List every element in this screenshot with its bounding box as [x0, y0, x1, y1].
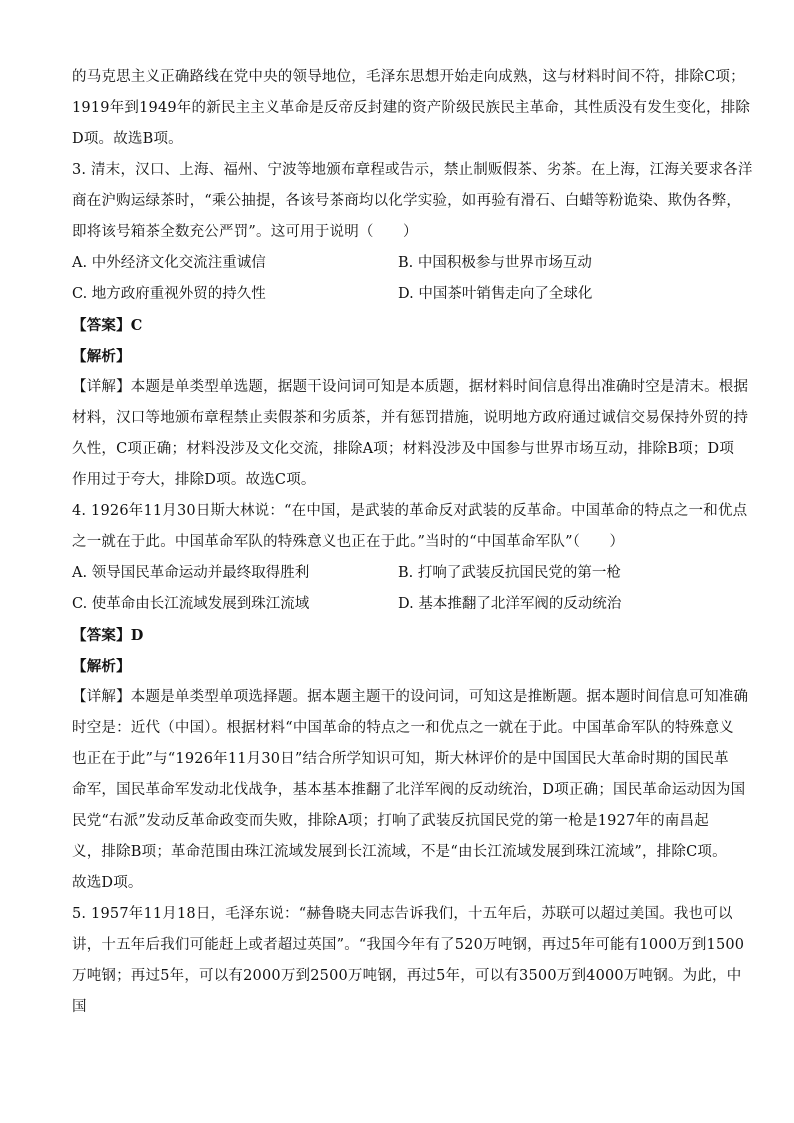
answer-label: 【答案】C	[72, 317, 143, 334]
detail-line: 义，排除B项；革命范围由珠江流域发展到长江流域，不是“由长江流域发展到珠江流域”，排除C项。	[72, 844, 727, 860]
question-4	[72, 496, 749, 899]
option-d: D. 基本推翻了北洋军阀的反动统治	[398, 596, 622, 612]
option-a: A. 中外经济文化交流注重诚信	[72, 255, 266, 271]
question-stem-line: 5. 1957年11月18日，毛泽东说：“赫鲁晓夫同志告诉我们，十五年后，苏联可以超过美国。我也可以	[72, 906, 733, 922]
option-b: B. 打响了武装反抗国民党的第一枪	[398, 565, 621, 581]
question-5	[72, 899, 745, 1023]
option-d: D. 中国茶叶销售走向了全球化	[398, 286, 593, 302]
previous-analysis	[72, 62, 751, 155]
question-stem-line: 4. 1926年11月30日斯大林说：“在中国，是武装的革命反对武装的反革命。中国革命的特点之一和优点	[72, 503, 748, 519]
detail-line: 故选D项。	[72, 875, 143, 891]
text-line: D项。故选B项。	[72, 131, 183, 147]
options-row	[72, 589, 724, 620]
detail-line: 【详解】本题是单类型单选题，据题干设问词可知是本质题，据材料时间信息得出准确时空是清末。根据	[72, 379, 749, 395]
question-stem-line: 讲，十五年后我们可能赶上或者超过英国”。“我国今年有了520万吨钢，再过5年可能有1000万到1500	[72, 937, 745, 953]
option-c: C. 地方政府重视外贸的持久性	[72, 286, 266, 302]
question-stem-line: 万吨钢；再过5年，可以有2000万到2500万吨钢，再过5年，可以有3500万到4000万吨钢。为此，中	[72, 968, 742, 984]
detail-line: 民党“右派”发动反革命政变而失败，排除A项；打响了武装反抗国民党的第一枪是1927年的南昌起	[72, 813, 709, 829]
option-c: C. 使革命由长江流域发展到珠江流域	[72, 596, 310, 612]
detail-line: 【详解】本题是单类型单项选择题。据本题主题干的设问词，可知这是推断题。据本题时间信息可知准确	[72, 689, 749, 705]
document-page	[72, 62, 753, 1023]
answer-label: 【答案】D	[72, 627, 144, 644]
question-3	[72, 155, 753, 496]
question-stem-line: 之一就在于此。中国革命军队的特殊意义也正在于此。”当时的“中国革命军队”（ ）	[72, 534, 625, 550]
detail-line: 作用过于夸大，排除D项。故选C项。	[72, 472, 316, 488]
text-line: 的马克思主义正确路线在党中央的领导地位，毛泽东思想开始走向成熟，这与材料时间不符，排除C项；	[72, 69, 745, 85]
detail-line: 久性，C项正确；材料没涉及文化交流，排除A项；材料没涉及中国参与世界市场互动，排除B项；D项	[72, 441, 735, 457]
detail-line: 命军，国民革命军发动北伐战争，基本基本推翻了北洋军阀的反动统治，D项正确；国民革命运动因为国	[72, 782, 746, 798]
text-line: 1919年到1949年的新民主主义革命是反帝反封建的资产阶级民族民主革命，其性质没有发生变化，排除	[72, 100, 751, 116]
detail-line: 材料，汉口等地颁布章程禁止卖假茶和劣质茶，并有惩罚措施，说明地方政府通过诚信交易保持外贸的持	[72, 410, 749, 426]
option-b: B. 中国积极参与世界市场互动	[398, 255, 592, 271]
option-a: A. 领导国民革命运动并最终取得胜利	[72, 565, 310, 581]
analysis-label: 【解析】	[72, 658, 131, 675]
question-stem-line: 商在沪购运绿茶时，“乘公抽提，各该号茶商均以化学实验，如再验有滑石、白蜡等粉诡染、欺伪各弊，	[72, 193, 742, 209]
question-stem-line: 国	[72, 999, 87, 1015]
options-row	[72, 558, 724, 589]
question-stem-line: 即将该号箱茶全数充公严罚”。这可用于说明（ ）	[72, 224, 418, 240]
question-stem-line: 3. 清末，汉口、上海、福州、宁波等地颁布章程或告示，禁止制贩假茶、劣茶。在上海，江海关要求各洋	[72, 162, 753, 178]
options-row	[72, 279, 724, 310]
analysis-label: 【解析】	[72, 348, 131, 365]
options-row	[72, 248, 724, 279]
detail-line: 时空是：近代（中国）。根据材料“中国革命的特点之一和优点之一就在于此。中国革命军队的特殊意义	[72, 720, 734, 736]
detail-line: 也正在于此”与“1926年11月30日”结合所学知识可知，斯大林评价的是中国国民大革命时期的国民革	[72, 751, 729, 767]
